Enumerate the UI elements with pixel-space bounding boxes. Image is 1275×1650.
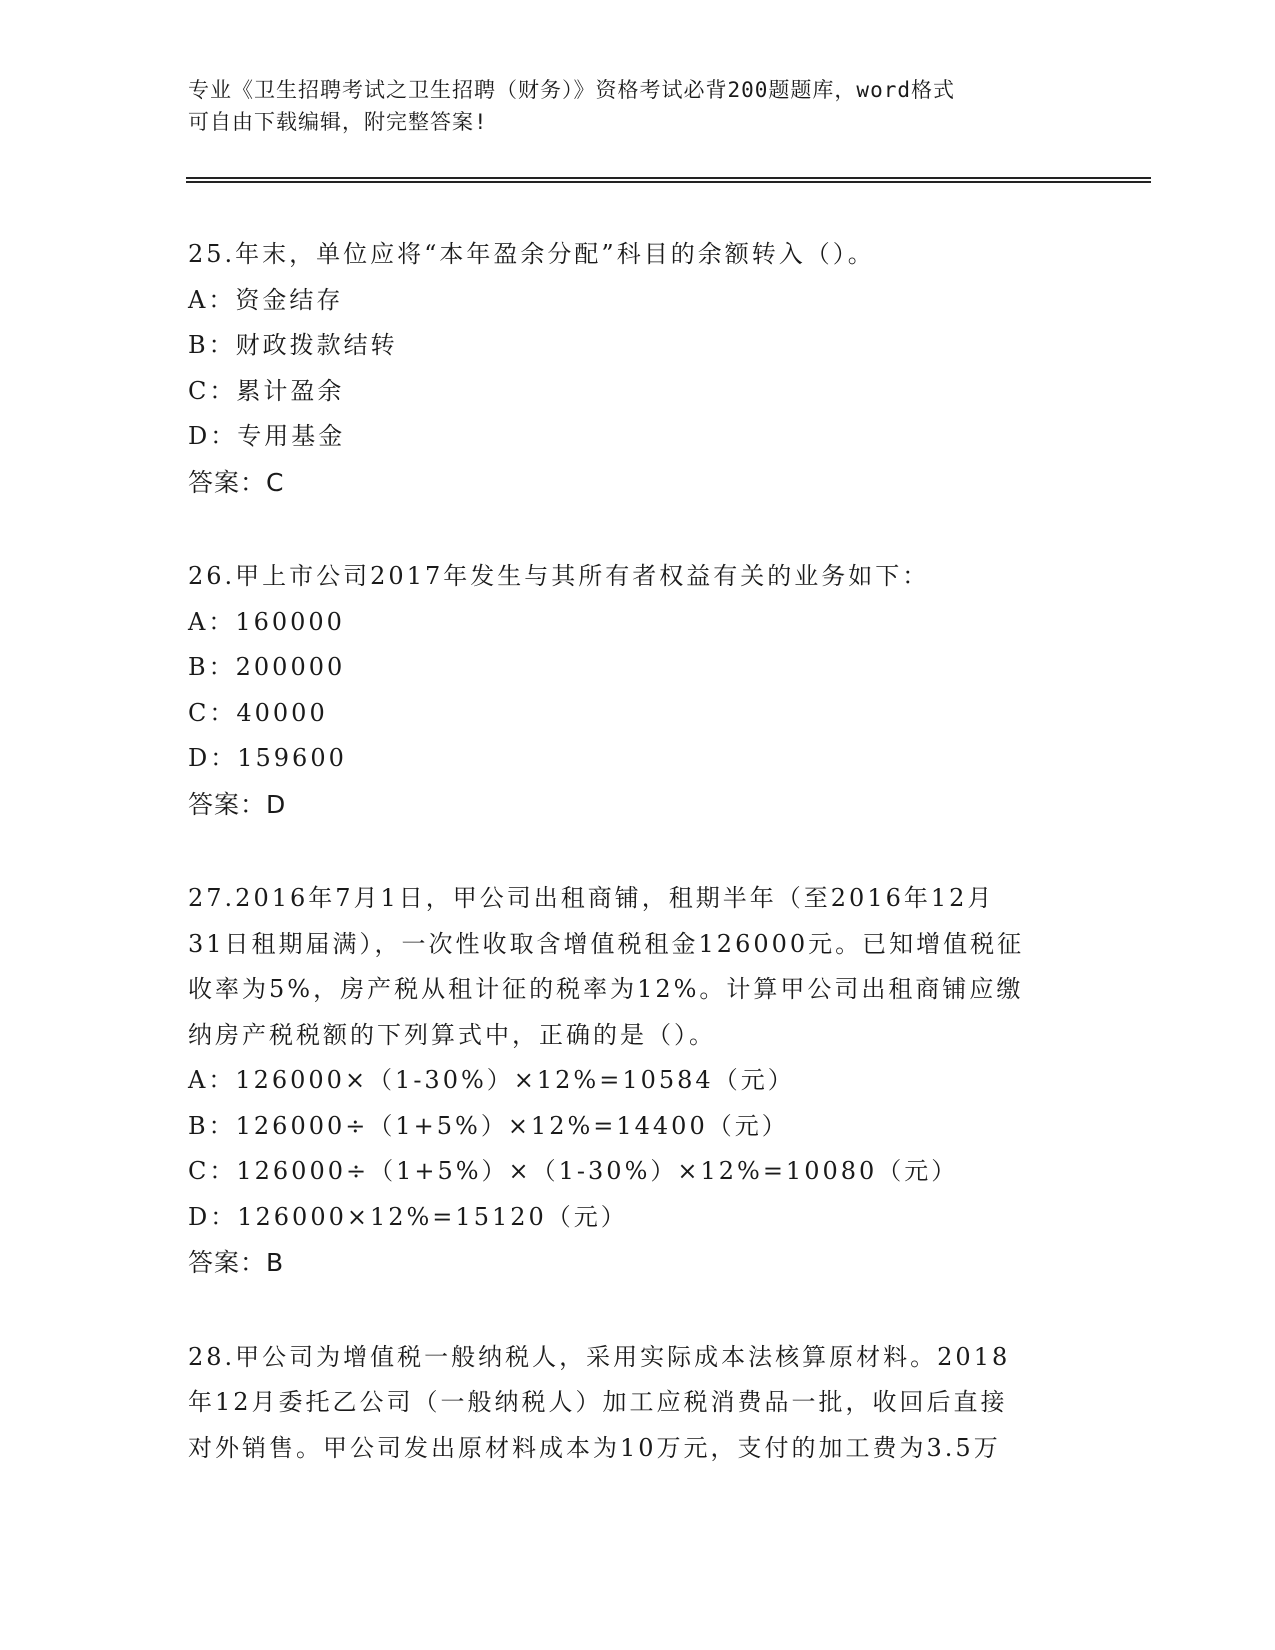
- question-text-line: 年12月委托乙公司（一般纳税人）加工应税消费品一批，收回后直接: [188, 1388, 1008, 1416]
- option-c: C：40000: [188, 698, 328, 727]
- question-list: [188, 232, 1088, 1520]
- option-a: A：160000: [188, 607, 345, 636]
- option-c: C：126000÷（1+5%）×（1-30%）×12%=10080（元）: [188, 1157, 959, 1185]
- header-line-2: 可自由下载编辑，附完整答案!: [188, 110, 488, 134]
- option-a: A：资金结存: [188, 285, 344, 314]
- option-b: B：财政拨款结转: [188, 331, 398, 359]
- option-b: B：200000: [188, 653, 346, 681]
- option-b: B：126000÷（1+5%）×12%=14400（元）: [188, 1111, 789, 1140]
- option-c: C：累计盈余: [188, 376, 345, 405]
- header-divider: [186, 177, 1151, 183]
- question-text-line: 纳房产税税额的下列算式中，正确的是（）。: [188, 1020, 716, 1049]
- question-26: [188, 554, 1088, 827]
- question-27: [188, 876, 1088, 1286]
- question-text-line: 31日租期届满），一次性收取含增值税租金126000元。已知增值税征: [188, 929, 1025, 958]
- answer: 答案：C: [188, 467, 285, 497]
- question-text-line: 27.2016年7月1日，甲公司出租商铺，租期半年（至2016年12月: [188, 884, 995, 912]
- question-text-line: 28.甲公司为增值税一般纳税人，采用实际成本法核算原材料。2018: [188, 1342, 1011, 1371]
- question-text-line: 收率为5%，房产税从租计征的税率为12%。计算甲公司出租商铺应缴: [188, 975, 1024, 1003]
- answer: 答案：B: [188, 1248, 285, 1277]
- header-line-1: 专业《卫生招聘考试之卫生招聘（财务）》资格考试必背200题题库，word格式: [188, 78, 955, 102]
- option-d: D：159600: [188, 744, 347, 772]
- question-text-line: 25.年末，单位应将“本年盈余分配”科目的余额转入（）。: [188, 240, 875, 268]
- option-d: D：126000×12%=15120（元）: [188, 1202, 628, 1231]
- option-d: D：专用基金: [188, 422, 346, 450]
- question-text-line: 26.甲上市公司2017年发生与其所有者权益有关的业务如下：: [188, 562, 930, 590]
- question-text-line: 对外销售。甲公司发出原材料成本为10万元，支付的加工费为3.5万: [188, 1433, 1001, 1462]
- answer: 答案：D: [188, 789, 287, 819]
- question-25: [188, 232, 1088, 505]
- question-28: [188, 1335, 1088, 1472]
- option-a: A：126000×（1-30%）×12%=10584（元）: [188, 1066, 795, 1094]
- document-header: [188, 74, 1088, 138]
